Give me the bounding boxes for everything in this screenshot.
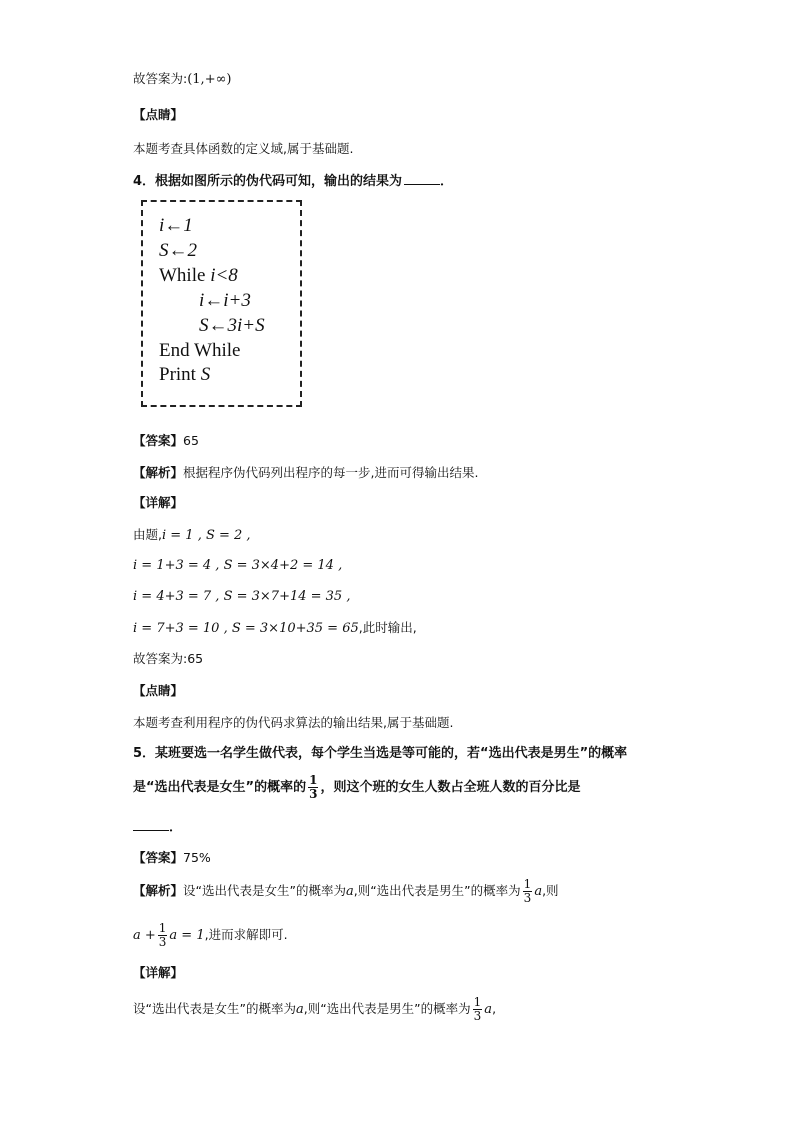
- q4-jiexi: [133, 464, 478, 482]
- code-line-6: End While: [159, 340, 241, 361]
- fraction-numerator: 1: [158, 921, 167, 935]
- q5-stem-b: ，则这个班的女生人数占全班人数的百分比是: [320, 780, 581, 795]
- detail-b: ,则“选出代表是男生”的概率为: [303, 1001, 471, 1016]
- step-2: i = 1+3 = 4 , S = 3×4+2 = 14 ,: [133, 558, 343, 573]
- code-line-4: i←i+3: [199, 290, 251, 311]
- var-a: a: [345, 884, 354, 899]
- question-5-line-1: 5．某班要选一名学生做代表，每个学生当选是等可能的，若“选出代表是男生”的概率: [133, 746, 628, 761]
- step-4: [133, 619, 417, 638]
- var-a: a: [534, 884, 543, 899]
- xiangjie-label: 【详解】: [133, 495, 184, 510]
- question-4-period: ．: [440, 174, 454, 189]
- var-a: a: [484, 1002, 493, 1017]
- q5-xiangjie-label: 【详解】: [133, 965, 184, 980]
- dianjing-label: 【点睛】: [133, 107, 184, 122]
- answer-value: 75%: [183, 850, 211, 865]
- equation-part-a: a +: [133, 928, 156, 943]
- q5-stem-a: 是“选出代表是女生”的概率的: [133, 780, 307, 795]
- fraction-denominator: 3: [523, 891, 532, 905]
- jiexi-b: ,则“选出代表是男生”的概率为: [353, 883, 521, 898]
- q4-dianjing-label: 【点睛】: [133, 683, 184, 698]
- while-condition: i<8: [210, 265, 238, 286]
- step-4-text: ,此时输出,: [358, 620, 417, 635]
- q5-detail: [133, 996, 496, 1023]
- fraction-one-third: [158, 922, 168, 949]
- fraction-denominator: 3: [473, 1009, 482, 1023]
- print-variable: S: [200, 364, 211, 385]
- equation-part-b: a = 1: [169, 928, 205, 943]
- answer-label: 【答案】: [133, 433, 184, 448]
- dianjing-text: 本题考查具体函数的定义域,属于基础题.: [133, 141, 354, 156]
- q5-equation: [133, 922, 288, 949]
- question-5-line-2: [133, 774, 580, 801]
- jiexi-c: ,则: [542, 883, 559, 898]
- detail-a: 设“选出代表是女生”的概率为: [133, 1001, 296, 1016]
- question-5-line-3: [133, 818, 182, 837]
- code-line-3: [159, 265, 238, 287]
- answer-interval: (1,+∞): [187, 72, 232, 87]
- question-4-text: 4．根据如图所示的伪代码可知，输出的结果为: [133, 174, 403, 189]
- q5-answer: [133, 849, 211, 867]
- q4-dianjing-text: 本题考查利用程序的伪代码求算法的输出结果,属于基础题.: [133, 715, 454, 730]
- q4-final-answer: 故答案为:65: [133, 651, 204, 666]
- print-keyword: Print: [159, 364, 201, 385]
- fraction-numerator: 1: [523, 877, 532, 891]
- answer-value: 65: [183, 433, 199, 448]
- q5-jiexi: [133, 878, 559, 905]
- answer-line: [133, 70, 232, 89]
- var-a: a: [295, 1002, 304, 1017]
- step-1: [133, 526, 251, 545]
- fraction-one-third: [473, 996, 483, 1023]
- answer-blank: [404, 172, 440, 185]
- fraction-numerator: 1: [309, 773, 318, 787]
- answer-line-label: 故答案为:: [133, 71, 188, 86]
- step-3: i = 4+3 = 7 , S = 3×7+14 = 35 ,: [133, 589, 351, 604]
- fraction-denominator: 3: [158, 935, 167, 949]
- while-keyword: While: [159, 265, 211, 286]
- answer-label: 【答案】: [133, 850, 184, 865]
- code-line-1: i←1: [159, 215, 193, 236]
- jiexi-a: 设“选出代表是女生”的概率为: [183, 883, 346, 898]
- code-line-5: S←3i+S: [199, 315, 265, 336]
- jiexi-label: 【解析】: [133, 883, 184, 898]
- jiexi-text: 根据程序伪代码列出程序的每一步,进而可得输出结果.: [183, 465, 479, 480]
- detail-c: ,: [492, 1001, 497, 1016]
- code-line-2: S←2: [159, 240, 197, 261]
- step-4-math: i = 7+3 = 10 , S = 3×10+35 = 65: [133, 621, 359, 636]
- fraction-one-third: [523, 878, 533, 905]
- jiexi-label: 【解析】: [133, 465, 184, 480]
- fraction-numerator: 1: [473, 995, 482, 1009]
- pseudocode-box: [141, 200, 302, 407]
- step-1-text: 由题,: [133, 527, 162, 542]
- fraction-denominator: 3: [309, 787, 318, 801]
- fraction-one-third: [308, 774, 318, 801]
- answer-blank: [133, 818, 169, 831]
- q4-answer: [133, 432, 199, 450]
- step-1-math: i = 1 , S = 2 ,: [161, 528, 251, 543]
- equation-text: ,进而求解即可.: [204, 927, 288, 942]
- q5-period: ．: [169, 820, 183, 835]
- code-line-7: [159, 364, 210, 386]
- question-4-stem: [133, 172, 453, 191]
